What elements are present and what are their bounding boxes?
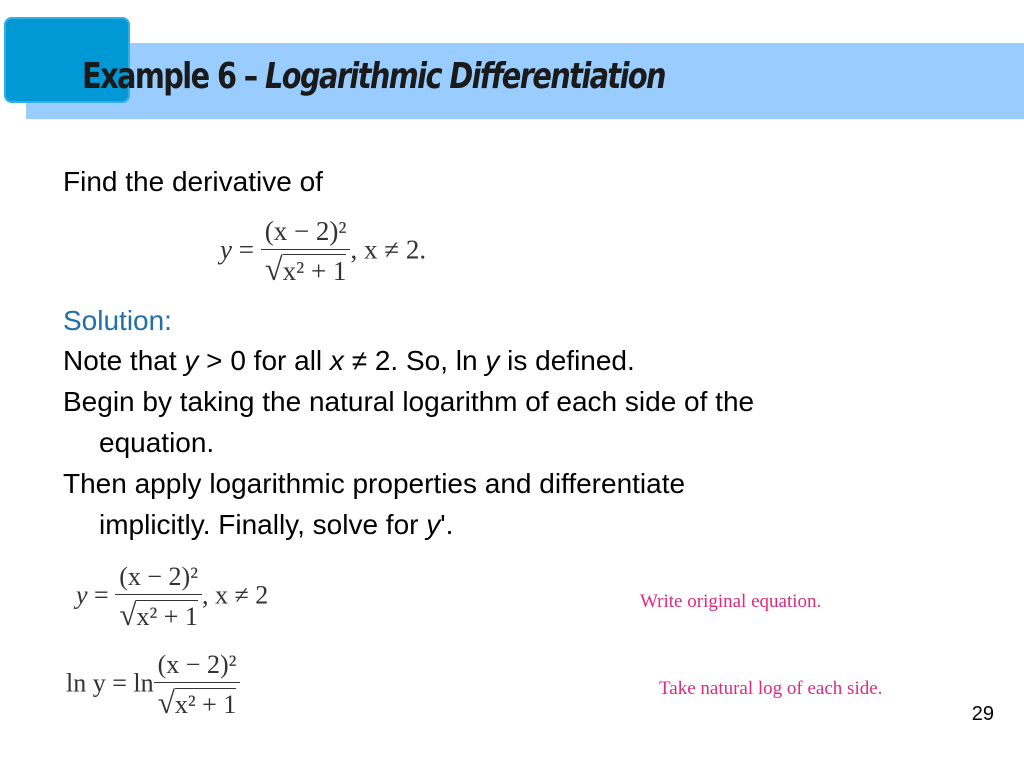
line1-part-b: > 0 for all: [198, 345, 330, 376]
sqrt-icon: √: [119, 597, 137, 632]
eq2-numerator: (x − 2)²: [119, 562, 198, 591]
eq1-fraction: [261, 216, 351, 289]
title-main: Example 6 –: [82, 56, 266, 97]
solution-line-3-cont: [99, 504, 453, 545]
solution-line-1: [63, 340, 635, 381]
eq3-denominator-wrap: [154, 682, 241, 721]
solution-label: Solution:: [63, 305, 172, 336]
eq2-lhs: y: [76, 580, 88, 610]
note-take-log: Take natural log of each side.: [659, 678, 883, 699]
page-number: 29: [971, 703, 994, 725]
equation-1: [220, 216, 426, 289]
line1-part-a: Note that: [63, 345, 185, 376]
sqrt-icon: √: [264, 252, 283, 288]
eq2-equals: =: [87, 580, 116, 610]
sqrt-icon: √: [157, 685, 175, 720]
line3-cont-b: '.: [440, 509, 454, 540]
equation-2: [76, 562, 268, 633]
intro-text: Find the derivative of: [63, 166, 323, 197]
eq2-denominator: x² + 1: [136, 602, 198, 631]
title-italic: Logarithmic Differentiation: [265, 56, 665, 97]
eq3-lhs: ln y = ln: [66, 668, 154, 698]
line1-part-d: is defined.: [499, 345, 635, 376]
eq3-fraction: [154, 650, 241, 721]
line1-part-c: ≠ 2. So, ln: [343, 345, 486, 376]
line1-y: y: [184, 345, 199, 376]
line1-x: x: [329, 345, 344, 376]
eq1-lhs: y: [220, 234, 232, 265]
solution-line-2: Begin by taking the natural logarithm of each side of the: [63, 386, 755, 417]
note-write-original: Write original equation.: [640, 591, 822, 612]
eq1-equals: =: [231, 234, 261, 265]
eq1-numerator: (x − 2)²: [264, 216, 347, 246]
equation-3: [66, 650, 240, 721]
eq3-numerator: (x − 2)²: [157, 650, 237, 679]
slide-title: [82, 56, 665, 97]
solution-line-2-cont: equation.: [99, 427, 215, 458]
eq3-denominator: x² + 1: [174, 690, 237, 719]
line1-y2: y: [485, 345, 500, 376]
eq2-fraction: [115, 562, 202, 633]
line3-y: y: [426, 509, 441, 540]
eq2-denominator-wrap: [115, 594, 202, 633]
eq1-denominator: x² + 1: [282, 256, 347, 286]
eq2-condition: , x ≠ 2: [202, 580, 269, 610]
line3-cont-a: implicitly. Finally, solve for: [99, 509, 427, 540]
solution-line-3: Then apply logarithmic properties and differentiate: [63, 468, 686, 499]
eq1-condition: , x ≠ 2.: [350, 234, 427, 265]
eq1-denominator-wrap: [261, 249, 351, 289]
